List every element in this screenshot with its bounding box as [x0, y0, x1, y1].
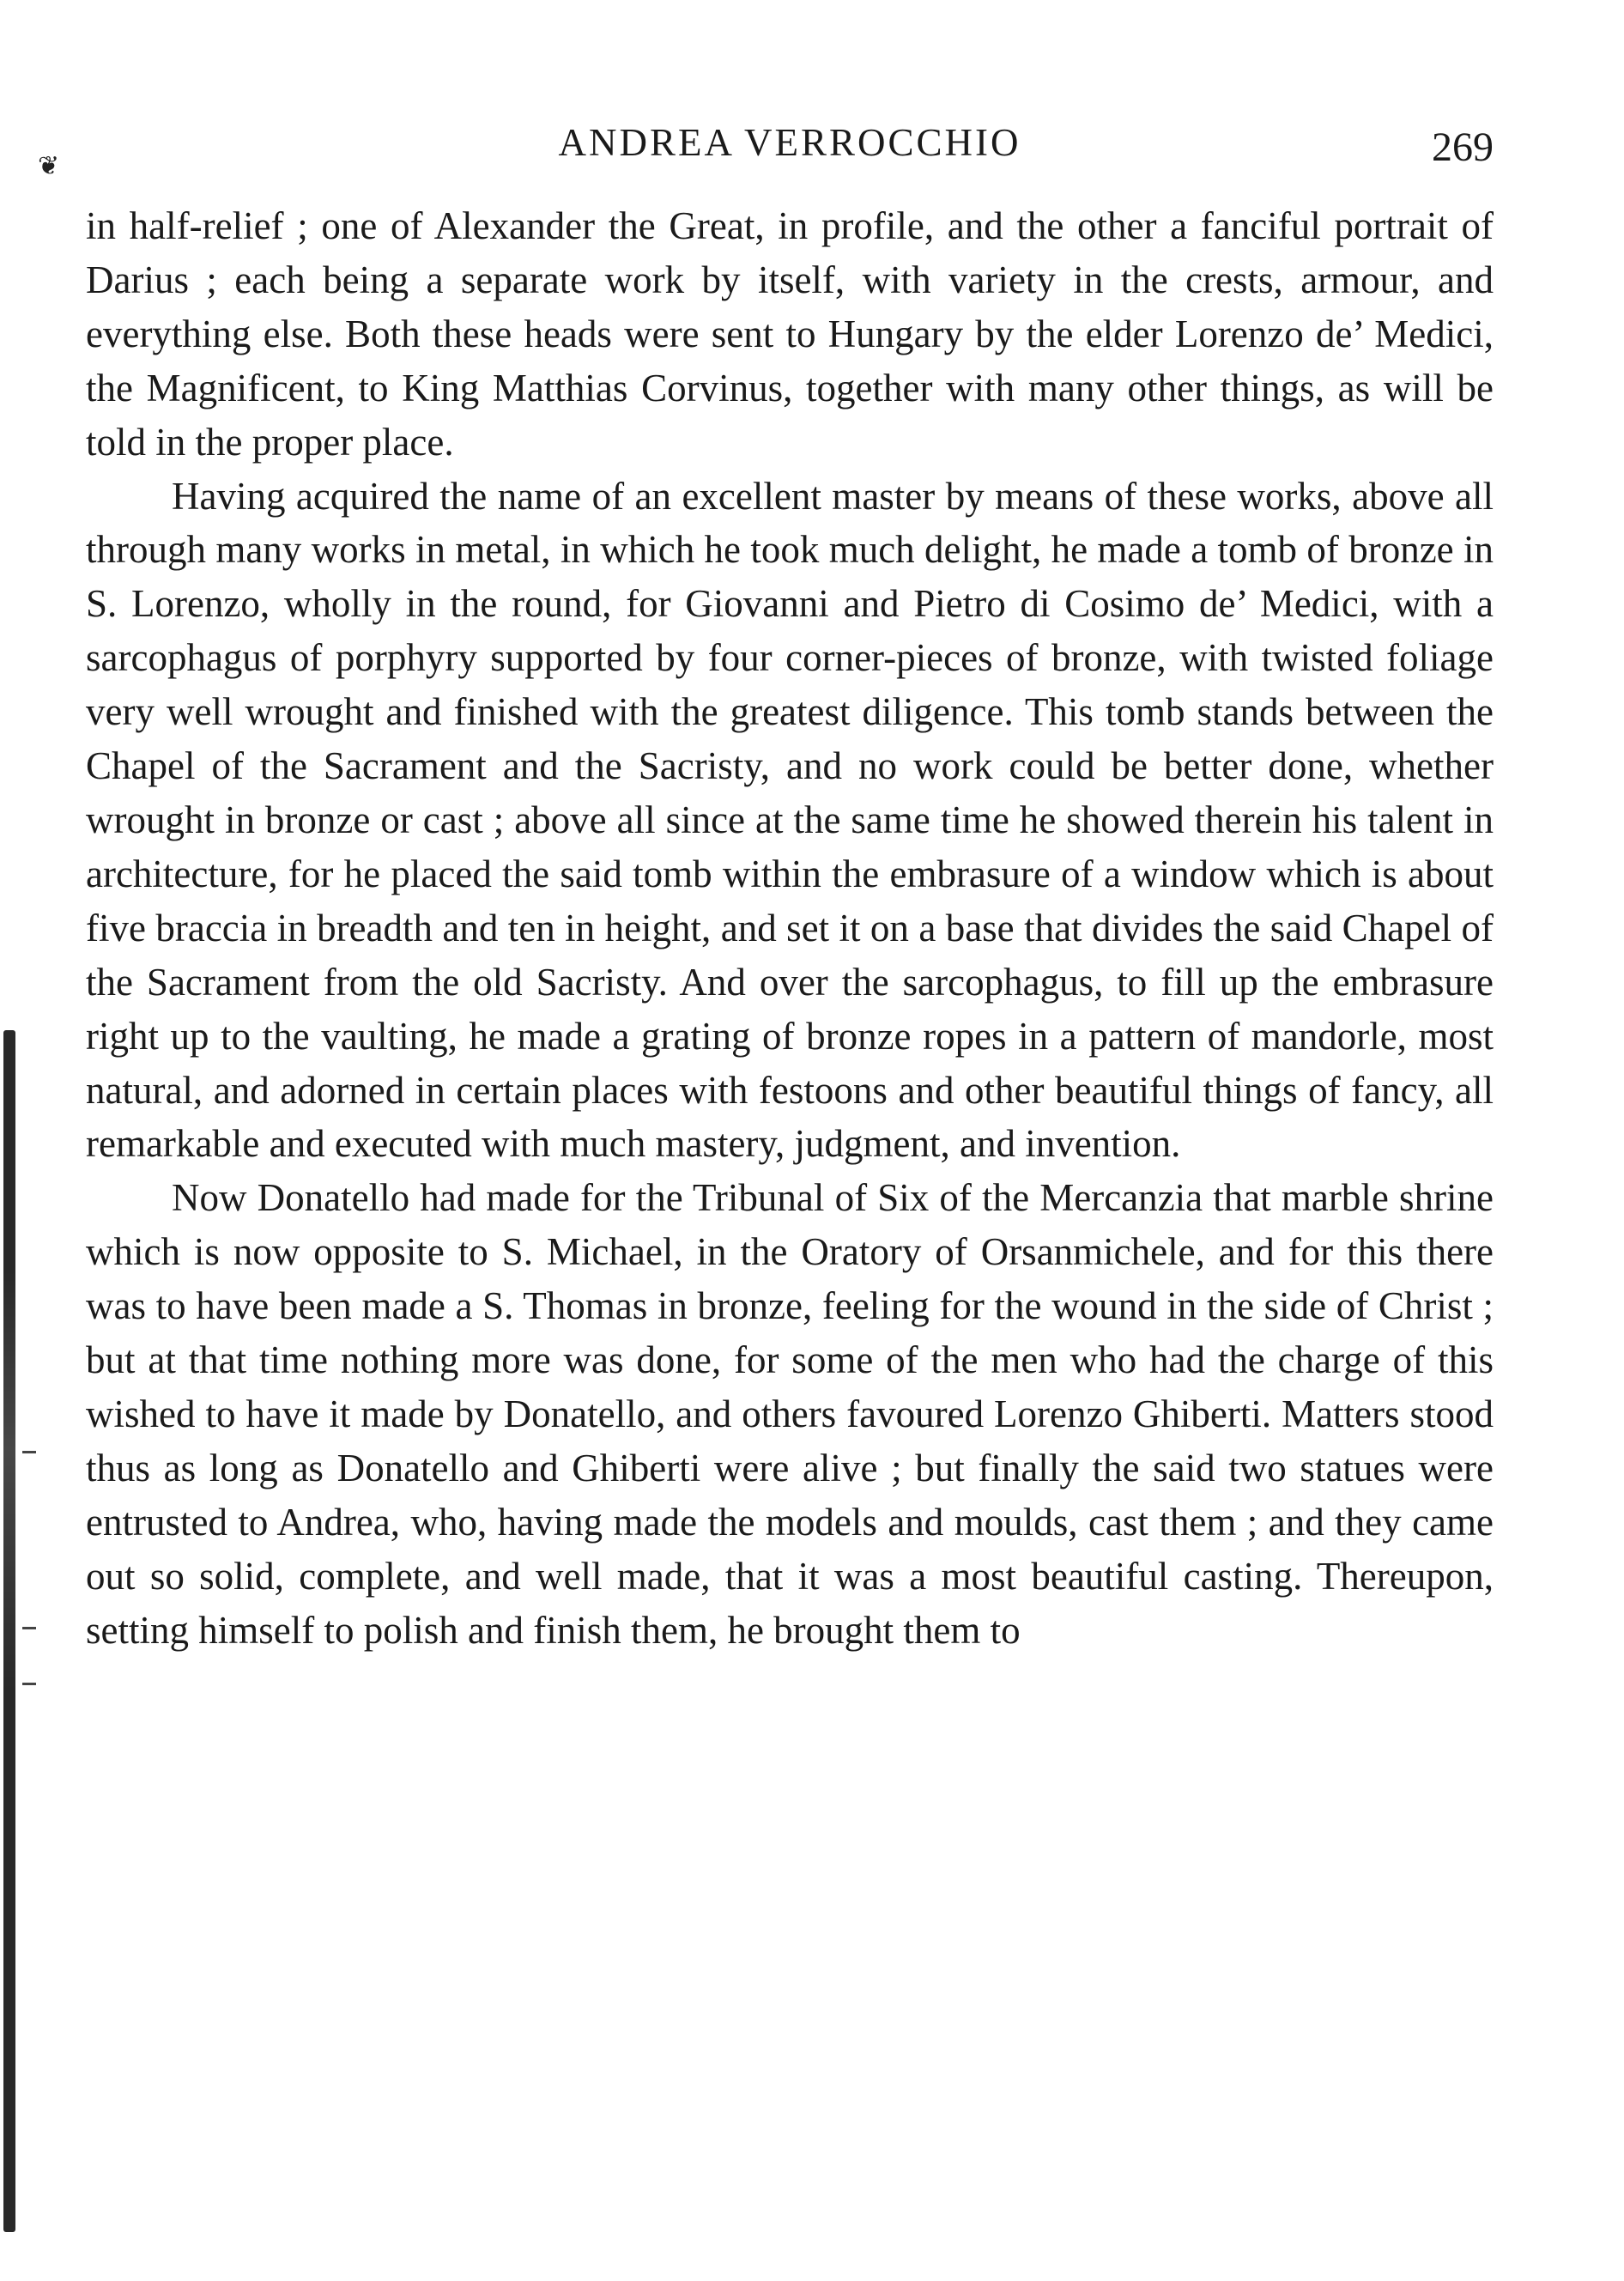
- paragraph-1: in half-relief ; one of Alexander the Great, in profile, and the other a fanciful portrait of Darius ; each being a separate work by itself, with variety in the crests, armour, and everything else. Both these heads were sent to Hungary by the elder Lorenzo de’ Medici, the Magnificent, to King Matthias Corvinus, together with many other things, as will be told in the proper place.: [86, 204, 1494, 464]
- page-number: 269: [1432, 124, 1494, 170]
- printer-ornament-icon: ❦: [38, 152, 60, 180]
- body-text: [86, 199, 1494, 1657]
- paragraph-3: Now Donatello had made for the Tribunal of Six of the Mercanzia that marble shrine which is now opposite to S. Michael, in the Oratory of Orsanmichele, and for this there was to have been made a S. Thomas in bronze, feeling for the wound in the side of Christ ; but at that time nothing more was done, for some of the men who had the charge of this wished to have it made by Donatello, and others favoured Lorenzo Ghiberti. Matters stood thus as long as Donatello and Ghiberti were alive ; but finally the said two statues were entrusted to Andrea, who, having made the models and moulds, cast them ; and they came out so solid, complete, and well made, that it was a most beautiful casting. Thereupon, setting himself to polish and finish them, he brought them to: [86, 1176, 1494, 1652]
- paragraph-2: Having acquired the name of an excellent master by means of these works, above all through many works in metal, in which he took much delight, he made a tomb of bronze in S. Lorenzo, wholly in the round, for Giovanni and Pietro di Cosimo de’ Medici, with a sarcophagus of porphyry supported by four corner-pieces of bronze, with twisted foliage very well wrought and finished with the greatest diligence. This tomb stands between the Chapel of the Sacrament and the Sacristy, and no work could be better done, whether wrought in bronze or cast ; above all since at the same time he showed therein his talent in architecture, for he placed the said tomb within the embrasure of a window which is about five braccia in breadth and ten in height, and set it on a base that divides the said Chapel of the Sacrament from the old Sacristy. And over the sarcophagus, to fill up the embrasure right up to the vaulting, he made a grating of bronze ropes in a pattern of mandorle, most natural, and adorned in certain places with festoons and other beautiful things of fancy, all remarkable and executed with much mastery, judgment, and invention.: [86, 474, 1494, 1166]
- scan-edge-shadow: [3, 1030, 15, 2232]
- scan-mark: [22, 1451, 36, 1453]
- running-head: [86, 120, 1494, 180]
- running-title: ANDREA VERROCCHIO: [558, 121, 1021, 164]
- scan-mark: [22, 1683, 36, 1685]
- scan-mark: [22, 1627, 36, 1629]
